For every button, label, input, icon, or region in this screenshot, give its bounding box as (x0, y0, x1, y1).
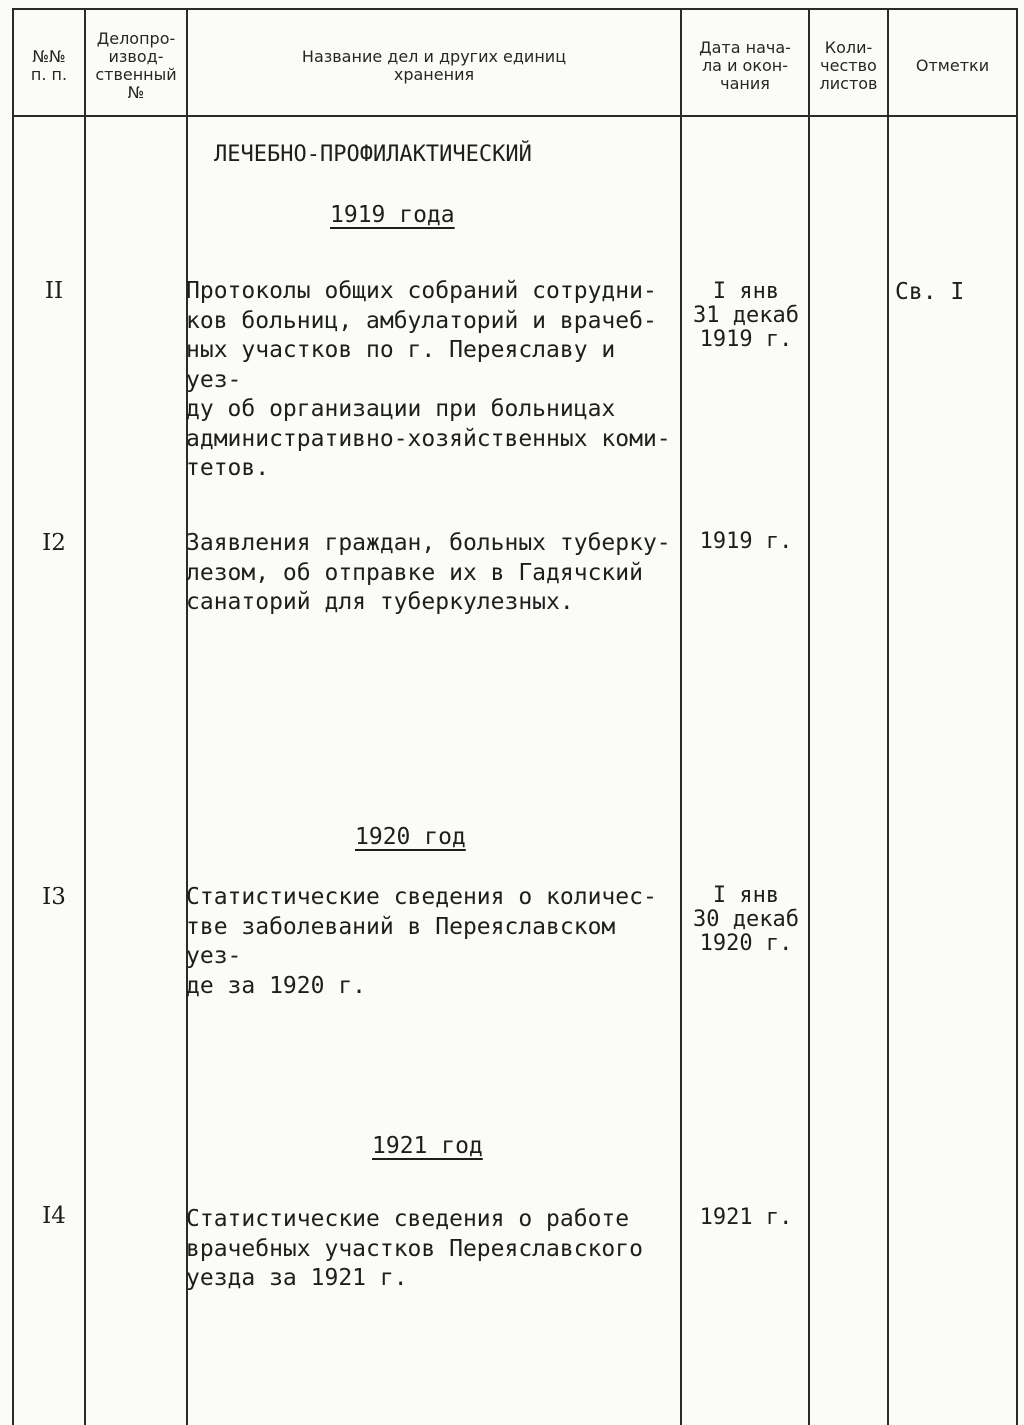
entry-dates: I янв 30 декаб 1920 г. (693, 883, 799, 956)
header-dates: Дата нача- ла и окон- чания (699, 38, 791, 93)
table-top-border (12, 8, 1018, 10)
column-divider (887, 8, 889, 1425)
header-sheets: Коли- чество листов (819, 38, 878, 93)
entry-description: Заявления граждан, больных туберку- лезом, об отправке их в Гадячский санаторий для туберкулезных. (186, 530, 671, 615)
entry-description: Статистические сведения о работе врачебных участков Переяславского уезда за 1921 г. (186, 1206, 643, 1291)
entry-description: Статистические сведения о количес- тве заболеваний в Переяславском уез- де за 1920 г. (186, 884, 657, 999)
entry-dates: I янв 31 декаб 1919 г. (693, 279, 799, 352)
header-office-number: Делопро- извод- ственный № (95, 29, 177, 102)
entry-number: I3 (42, 884, 66, 910)
year-heading: 1921 год (372, 1133, 483, 1159)
entry-number: I2 (42, 530, 66, 556)
column-divider (1016, 8, 1018, 1425)
section-title: ЛЕЧЕБНО-ПРОФИЛАКТИЧЕСКИЙ (214, 142, 532, 167)
entry-description: Протоколы общих собраний сотрудни- ков больниц, амбулаторий и врачеб- ных участков по г. Переяславу и уез- ду об организации при больницах административно-хозяйственных коми- тетов. (186, 278, 671, 481)
entry-dates: 1919 г. (699, 529, 793, 554)
entry-notes: Св. I (895, 279, 965, 305)
header-number: №№ п. п. (30, 47, 68, 84)
year-heading: 1919 года (330, 202, 455, 228)
entry-number: I4 (42, 1203, 66, 1229)
entry-dates: 1921 г. (699, 1205, 793, 1230)
header-title: Название дел и других единиц хранения (301, 47, 567, 84)
header-notes: Отметки (915, 56, 990, 75)
year-heading: 1920 год (355, 824, 466, 850)
header-bottom-border (12, 115, 1018, 117)
entry-number: II (44, 278, 64, 304)
column-divider (12, 8, 14, 1425)
